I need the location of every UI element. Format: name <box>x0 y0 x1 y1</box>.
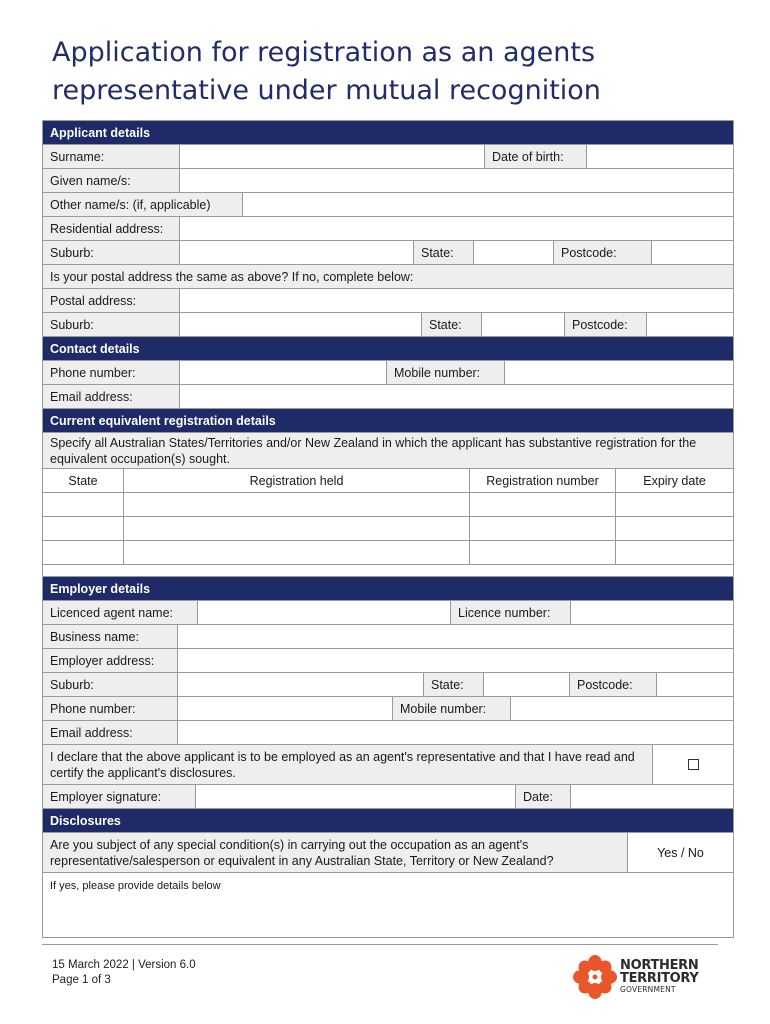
state-cell[interactable] <box>43 541 124 564</box>
email-label: Email address: <box>43 385 180 408</box>
state-cell[interactable] <box>43 517 124 540</box>
postal-address-field[interactable] <box>180 289 733 312</box>
residential-address-field[interactable] <box>180 217 733 240</box>
registration-number-cell[interactable] <box>470 493 616 516</box>
table-row <box>43 517 733 541</box>
given-names-field[interactable] <box>180 169 733 192</box>
declaration-checkbox[interactable] <box>688 759 699 770</box>
employer-phone-label: Phone number: <box>43 697 178 720</box>
surname-field[interactable] <box>180 145 485 168</box>
postcode-label: Postcode: <box>554 241 652 264</box>
registration-held-cell[interactable] <box>124 541 470 564</box>
suburb-label: Suburb: <box>43 241 180 264</box>
footer-date-version: 15 March 2022 | Version 6.0 <box>52 959 196 971</box>
employer-date-label: Date: <box>516 785 571 808</box>
postal-state-field[interactable] <box>482 313 565 336</box>
employer-mobile-field[interactable] <box>511 697 733 720</box>
state-field[interactable] <box>474 241 554 264</box>
postal-suburb-field[interactable] <box>180 313 422 336</box>
email-field[interactable] <box>180 385 733 408</box>
registration-instruction: Specify all Australian States/Territories and/or New Zealand in which the applicant has substantive registration for the equivalent occupation(s) sought. <box>43 433 733 468</box>
postal-question: Is your postal address the same as above? If no, complete below: <box>43 265 733 288</box>
business-name-field[interactable] <box>178 625 733 648</box>
table-row <box>43 541 733 565</box>
postal-postcode-field[interactable] <box>647 313 733 336</box>
licence-number-field[interactable] <box>571 601 733 624</box>
other-names-label: Other name/s: (if, applicable) <box>43 193 243 216</box>
employer-email-label: Email address: <box>43 721 178 744</box>
employer-email-field[interactable] <box>178 721 733 744</box>
postal-address-label: Postal address: <box>43 289 180 312</box>
section-employer-details: Employer details <box>43 577 733 601</box>
employer-signature-field[interactable] <box>196 785 516 808</box>
residential-address-label: Residential address: <box>43 217 180 240</box>
employer-postcode-field[interactable] <box>657 673 733 696</box>
phone-label: Phone number: <box>43 361 180 384</box>
col-expiry-date: Expiry date <box>616 469 733 492</box>
col-registration-held: Registration held <box>124 469 470 492</box>
application-form <box>42 120 734 938</box>
employer-suburb-label: Suburb: <box>43 673 178 696</box>
section-registration-details: Current equivalent registration details <box>43 409 733 433</box>
logo-line-3: GOVERNMENT <box>620 985 676 994</box>
table-row <box>43 493 733 517</box>
employer-date-field[interactable] <box>571 785 733 808</box>
surname-label: Surname: <box>43 145 180 168</box>
expiry-date-cell[interactable] <box>616 541 733 564</box>
given-names-label: Given name/s: <box>43 169 180 192</box>
nt-government-logo <box>572 954 722 1000</box>
employer-signature-label: Employer signature: <box>43 785 196 808</box>
employer-address-label: Employer address: <box>43 649 178 672</box>
postcode-field[interactable] <box>652 241 733 264</box>
registration-number-cell[interactable] <box>470 541 616 564</box>
footer-page-number: Page 1 of 3 <box>52 974 111 986</box>
employer-mobile-label: Mobile number: <box>393 697 511 720</box>
disclosure-details-prompt: If yes, please provide details below <box>50 880 221 892</box>
suburb-field[interactable] <box>180 241 414 264</box>
employer-phone-field[interactable] <box>178 697 393 720</box>
dob-field[interactable] <box>587 145 733 168</box>
section-contact-details: Contact details <box>43 337 733 361</box>
footer <box>52 958 196 988</box>
logo-line-1: NORTHERN <box>620 958 699 973</box>
col-state: State <box>43 469 124 492</box>
expiry-date-cell[interactable] <box>616 517 733 540</box>
employer-postcode-label: Postcode: <box>570 673 657 696</box>
agent-name-label: Licenced agent name: <box>43 601 198 624</box>
mobile-label: Mobile number: <box>387 361 505 384</box>
disclosure-answer[interactable]: Yes / No <box>628 833 733 872</box>
state-cell[interactable] <box>43 493 124 516</box>
postal-state-label: State: <box>422 313 482 336</box>
registration-number-cell[interactable] <box>470 517 616 540</box>
footer-divider <box>42 944 718 945</box>
disclosure-details-box[interactable] <box>43 873 733 937</box>
employer-state-label: State: <box>424 673 484 696</box>
licence-number-label: Licence number: <box>451 601 571 624</box>
employer-declaration: I declare that the above applicant is to be employed as an agent's representative and that I have read and certify the applicant's disclosures. <box>43 745 653 784</box>
section-disclosures: Disclosures <box>43 809 733 833</box>
expiry-date-cell[interactable] <box>616 493 733 516</box>
title-line-2: representative under mutual recognition <box>52 75 601 106</box>
phone-field[interactable] <box>180 361 387 384</box>
state-label: State: <box>414 241 474 264</box>
employer-state-field[interactable] <box>484 673 570 696</box>
registration-held-cell[interactable] <box>124 493 470 516</box>
col-registration-number: Registration number <box>470 469 616 492</box>
employer-address-field[interactable] <box>178 649 733 672</box>
agent-name-field[interactable] <box>198 601 451 624</box>
disclosure-question: Are you subject of any special condition(s) in carrying out the occupation as an agent's representative/salesperson or equivalent in any Australian State, Territory or New Zealand? <box>43 833 628 872</box>
business-name-label: Business name: <box>43 625 178 648</box>
registration-held-cell[interactable] <box>124 517 470 540</box>
mobile-field[interactable] <box>505 361 733 384</box>
nt-flower-icon <box>572 954 618 1000</box>
declaration-checkbox-cell <box>653 745 733 784</box>
postal-suburb-label: Suburb: <box>43 313 180 336</box>
dob-label: Date of birth: <box>485 145 587 168</box>
section-applicant-details: Applicant details <box>43 121 733 145</box>
title-line-1: Application for registration as an agents <box>52 37 596 68</box>
logo-line-2: TERRITORY <box>620 971 699 986</box>
page-title <box>52 34 732 110</box>
spacer-row <box>43 565 733 577</box>
other-names-field[interactable] <box>243 193 733 216</box>
employer-suburb-field[interactable] <box>178 673 424 696</box>
postal-postcode-label: Postcode: <box>565 313 647 336</box>
